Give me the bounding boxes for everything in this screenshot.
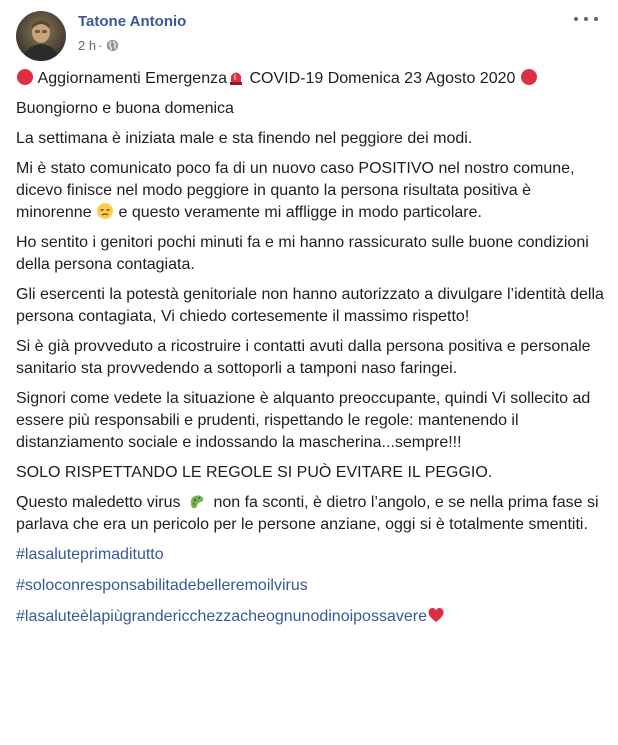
paragraph-new-case-text: Mi è stato comunicato poco fa di un nuovo caso POSITIVO nel nostro comune, dicevo finisce nel modo peggiore in quanto la persona risultata positiva è minorenne [16,160,575,221]
meta-separator: · [98,38,103,53]
paragraph-privacy: Gli esercenti la potestà genitoriale non hanno autorizzato a divulgare l’identità della persona contagiata, Vi chiedo cortesemente il massimo rispetto! [16,286,604,325]
hashtag-link[interactable]: #lasaluteprimaditutto [16,546,164,563]
greeting-paragraph: Buongiorno e buona domenica [16,100,234,117]
author-name[interactable]: Tatone Antonio [78,13,187,30]
hashtag-line [16,606,604,628]
author-avatar[interactable] [16,11,66,61]
hashtag-link[interactable]: #soloconresponsabilitadebelleremoilvirus [16,577,308,594]
post-title-line [16,68,604,90]
hashtag-line [16,544,604,566]
more-options-icon[interactable] [574,14,598,24]
globe-icon[interactable] [106,39,119,52]
microbe-icon [188,492,206,510]
paragraph-appeal: Signori come vedete la situazione è alquanto preoccupante, quindi Vi sollecito ad essere più responsabili e prudenti, rispettando le regole: mantenendo il distanziamento sociale e indossando la mascherina...sempre!!! [16,390,591,451]
more-dot [574,17,578,21]
paragraph-new-case-end: e questo veramente mi affligge in modo particolare. [118,204,482,221]
paragraph-week: La settimana è iniziata male e sta finendo nel peggiore dei modi. [16,130,473,147]
paragraph-virus [16,492,604,536]
red-circle-icon [16,68,34,86]
more-dot [584,17,588,21]
post-meta [78,38,119,53]
post-body [16,68,604,628]
hashtag-line [16,575,604,597]
title-part-1: Aggiornamenti Emergenza [37,70,227,87]
post-header [16,0,606,64]
title-part-2: COVID-19 Domenica 23 Agosto 2020 [249,70,516,87]
more-dot [594,17,598,21]
paragraph-rules: SOLO RISPETTANDO LE REGOLE SI PUÒ EVITARE IL PEGGIO. [16,464,493,481]
post-timestamp[interactable]: 2 h [78,38,97,53]
paragraph-new-case [16,158,604,224]
red-circle-icon [520,68,538,86]
paragraph-contacts: Si è già provveduto a ricostruire i contatti avuti dalla persona positiva e personale sanitario sta provvedendo a sottoporli a tamponi naso faringei. [16,338,591,377]
sad-face-icon [96,202,114,220]
siren-icon [227,68,245,86]
red-heart-icon [427,606,445,624]
paragraph-virus-end: non fa sconti, è dietro l’angolo, e se nella prima fase si parlava che era un pericolo per le persone anziane, oggi si è totalmente smentiti. [16,494,599,533]
paragraph-parents: Ho sentito i genitori pochi minuti fa e mi hanno rassicurato sulle buone condizioni della persona contagiata. [16,234,589,273]
paragraph-virus-text: Questo maledetto virus [16,494,181,511]
hashtag-link[interactable]: #lasaluteèlapiùgrandericchezzacheognunodinoipossavere [16,608,427,625]
